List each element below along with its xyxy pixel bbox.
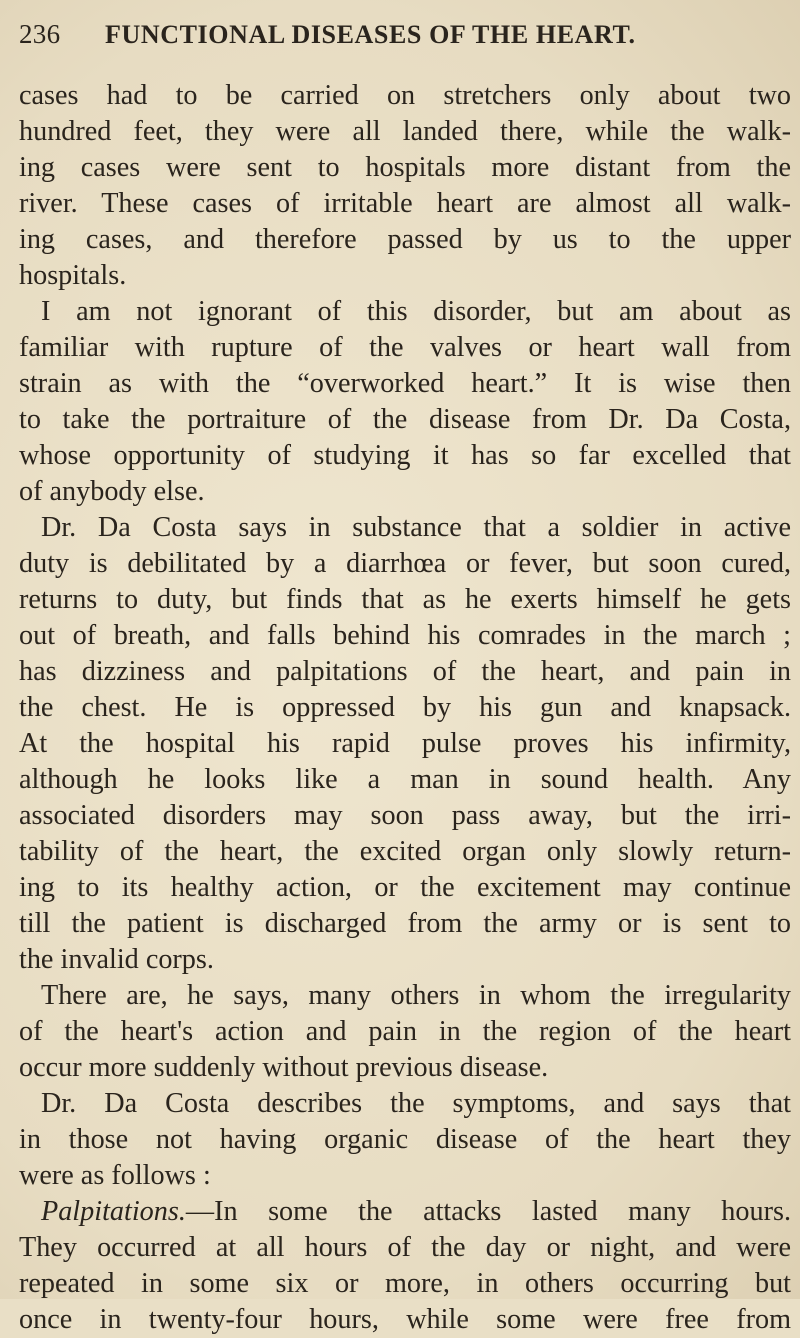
page-header bbox=[19, 14, 779, 54]
text-line: once in twenty-four hours, while some were free from bbox=[19, 1304, 791, 1335]
text-line: They occurred at all hours of the day or night, and were bbox=[19, 1232, 791, 1263]
text-line: strain as with the “overworked heart.” It is wise then bbox=[19, 368, 791, 399]
text-line: although he looks like a man in sound health. Any bbox=[19, 764, 791, 795]
text-line: familiar with rupture of the valves or heart wall from bbox=[19, 332, 791, 363]
text-line: out of breath, and falls behind his comrades in the march ; bbox=[19, 620, 791, 651]
text-line: repeated in some six or more, in others occurring but bbox=[19, 1268, 791, 1299]
text-line: to take the portraiture of the disease from Dr. Da Costa, bbox=[19, 404, 791, 435]
text-line: the invalid corps. bbox=[19, 944, 214, 975]
text-line: river. These cases of irritable heart are almost all walk- bbox=[19, 188, 791, 219]
text-line: I am not ignorant of this disorder, but am about as bbox=[41, 296, 791, 327]
text-line: At the hospital his rapid pulse proves his infirmity, bbox=[19, 728, 791, 759]
text-line: ing to its healthy action, or the excitement may continue bbox=[19, 872, 791, 903]
text-line: the chest. He is oppressed by his gun and knapsack. bbox=[19, 692, 791, 723]
text-line: returns to duty, but finds that as he exerts himself he gets bbox=[19, 584, 791, 615]
text-line: hospitals. bbox=[19, 260, 127, 291]
text-line: of anybody else. bbox=[19, 476, 205, 507]
text-line: occur more suddenly without previous disease. bbox=[19, 1052, 549, 1083]
text-line: There are, he says, many others in whom the irregularity bbox=[41, 980, 791, 1011]
text-line: in those not having organic disease of the heart they bbox=[19, 1124, 791, 1155]
text-line: cases had to be carried on stretchers only about two bbox=[19, 80, 791, 111]
text-line: ing cases were sent to hospitals more distant from the bbox=[19, 152, 791, 183]
text-line: Dr. Da Costa says in substance that a soldier in active bbox=[41, 512, 791, 543]
palpitations-heading: Palpitations. bbox=[41, 1196, 186, 1227]
text-line: Dr. Da Costa describes the symptoms, and says that bbox=[41, 1088, 791, 1119]
palpitations-text: —In some the attacks lasted many hours. bbox=[185, 1196, 791, 1227]
text-line: ing cases, and therefore passed by us to the upper bbox=[19, 224, 791, 255]
text-line: duty is debilitated by a diarrhœa or fever, but soon cured, bbox=[19, 548, 791, 579]
text-line: has dizziness and palpitations of the heart, and pain in bbox=[19, 656, 791, 687]
page-number: 236 bbox=[19, 19, 61, 49]
text-line: were as follows : bbox=[19, 1160, 211, 1191]
text-line: tability of the heart, the excited organ only slowly return- bbox=[19, 836, 791, 867]
text-line: associated disorders may soon pass away, but the irri- bbox=[19, 800, 791, 831]
text-line: whose opportunity of studying it has so far excelled that bbox=[19, 440, 791, 471]
running-head: FUNCTIONAL DISEASES OF THE HEART. bbox=[105, 20, 636, 49]
text-line: of the heart's action and pain in the region of the heart bbox=[19, 1016, 791, 1047]
text-line: hundred feet, they were all landed there, while the walk- bbox=[19, 116, 791, 147]
body-text bbox=[19, 78, 791, 1338]
text-line-palpitations bbox=[19, 1194, 791, 1230]
text-line: till the patient is discharged from the army or is sent to bbox=[19, 908, 791, 939]
